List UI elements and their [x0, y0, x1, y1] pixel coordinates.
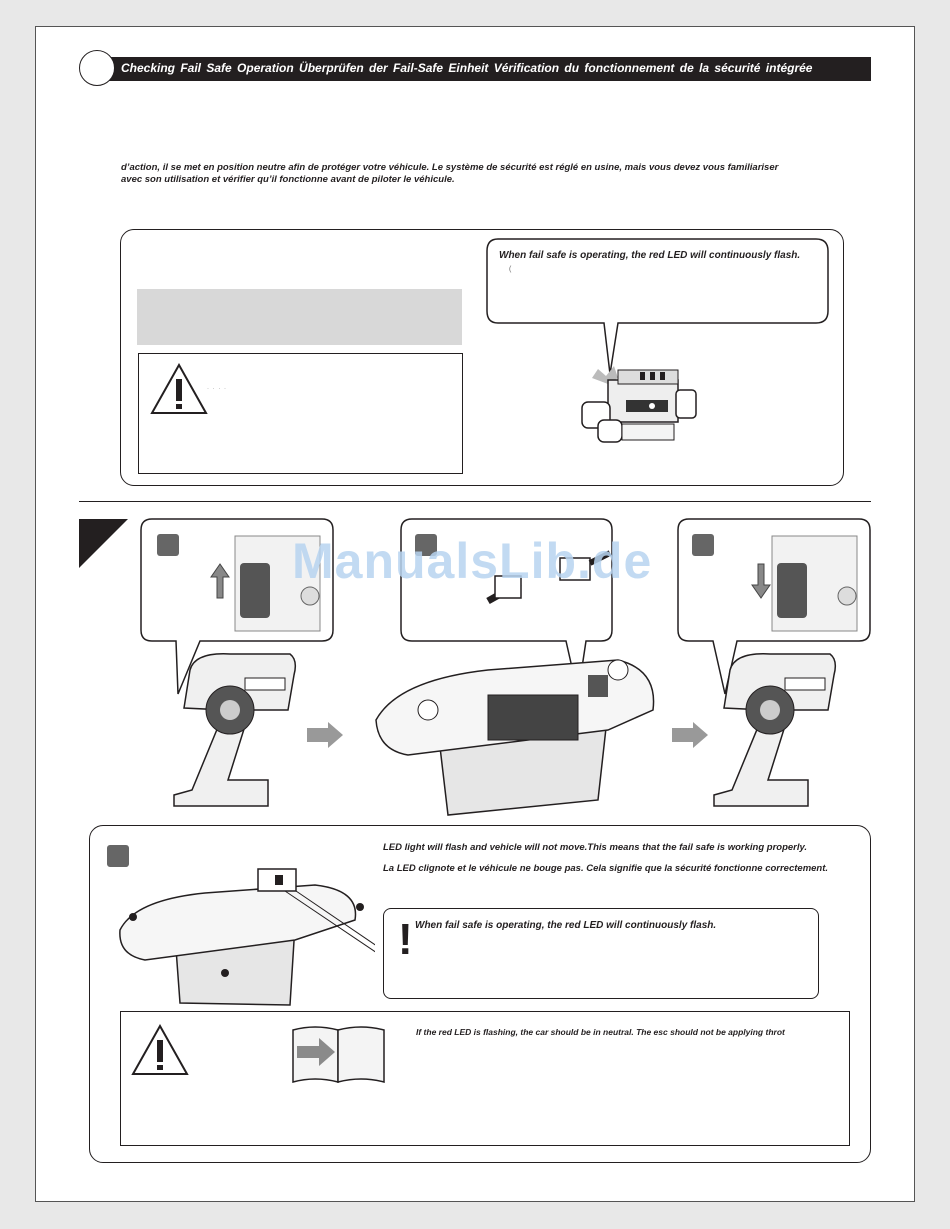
manual-book-icon — [291, 1024, 387, 1084]
exclamation-icon: ! — [398, 915, 413, 964]
section-title: Checking Fail Safe Operation Überprüfen der Fail-Safe Einheit Vérification du fonctionnement de la sécurité intégrée — [121, 61, 813, 75]
arrow-down-icon — [751, 563, 771, 599]
section-number-circle — [79, 50, 115, 86]
warning-triangle-icon — [131, 1024, 189, 1076]
bubble-led-text: When fail safe is operating, the red LED will continuously flash. — [499, 250, 801, 261]
step-1-number — [157, 534, 179, 556]
esc-unit-illustration — [578, 360, 703, 455]
info-gray-panel — [137, 289, 462, 345]
neutral-warning-box — [120, 1011, 850, 1146]
arrow-right-icon — [671, 721, 709, 749]
bubble-faint-mark: ( — [509, 266, 512, 273]
result-text-fr: La LED clignote et le véhicule ne bouge pas. Cela signifie que la sécurité fonctionne correctement. — [383, 863, 829, 874]
step-corner-marker — [79, 519, 128, 568]
led-note-text: When fail safe is operating, the red LED will continuously flash. — [415, 920, 717, 931]
transmitter-illustration-1 — [170, 650, 300, 810]
intro-line-2: avec son utilisation et vérifier qu’il fonctionne avant de piloter le véhicule. — [121, 174, 455, 185]
transmitter-illustration-2 — [710, 650, 840, 810]
neutral-warning-text: If the red LED is flashing, the car should be in neutral. The esc should not be applying throt — [416, 1027, 785, 1037]
warning-triangle-icon — [150, 363, 208, 415]
result-text-en: LED light will flash and vehicle will not move.This means that the fail safe is working properly. — [383, 842, 808, 853]
arrow-right-icon — [306, 721, 344, 749]
car-on-stand-illustration — [368, 600, 668, 818]
intro-line-1: d’action, il se met en position neutre afin de protéger votre véhicule. Le système de sécurité est réglé en usine, mais vous devez vous familiariser — [121, 162, 779, 173]
caution-faint-mark: · · · · — [207, 386, 227, 392]
car-flashing-led-illustration — [115, 835, 375, 1010]
watermark: ManualsLib.de — [292, 533, 653, 589]
step-3-number — [692, 534, 714, 556]
arrow-up-icon — [210, 563, 230, 599]
section-divider — [79, 501, 871, 502]
intro-text — [121, 162, 851, 186]
